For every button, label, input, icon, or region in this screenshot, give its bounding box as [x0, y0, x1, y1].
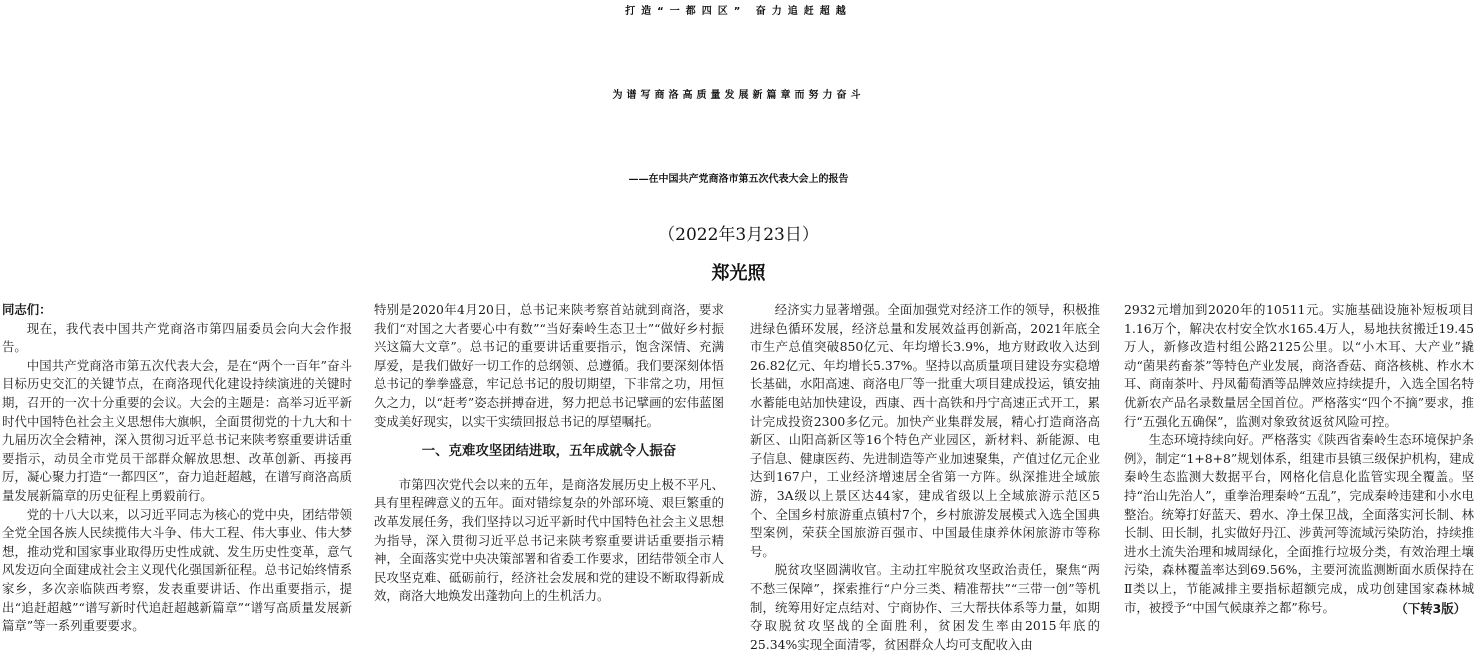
article-column-2	[374, 301, 724, 633]
paragraph: 中国共产党商洛市第五次代表大会，是在“两个一百年”奋斗目标历史交汇的关键节点，在商洛现代化建设持续演进的关键时期，召开的一次十分重要的会议。大会的主题是：高举习近平新时代中国特色社会主义思想伟大旗帜，全面贯彻党的十九大和十九届历次全会精神，深入贯彻习近平总书记来陕考察重要讲话重要指示，动员全市党员干部群众解放思想、改革创新、再接再厉，凝心聚力打造“一都四区”，奋力追赶超越，在谱写商洛高质量发展新篇章的历史征程上勇毅前行。	[2, 357, 352, 503]
paragraph: 现在，我代表中国共产党商洛市第四届委员会向大会作报告。	[2, 320, 352, 355]
article-column-4	[1124, 301, 1474, 633]
continued-note: （下转3版）	[1391, 600, 1466, 619]
subtitle: ——在中国共产党商洛市第五次代表大会上的报告	[628, 174, 849, 185]
paragraph: 2932元增加到2020年的10511元。实施基础设施补短板项目1.16万个，解决农村安全饮水165.4万人，易地扶贫搬迁19.45万人，新修改造村组公路2125公里。以“小木耳、大产业”撬动“菌果药畜茶”等特色产业发展，商洛香菇、商洛核桃、柞水木耳、商南茶叶、丹凤葡萄酒等品牌效应持续提升，入选全国名特优新农产品名录数量居全国首位。严格落实“四个不摘”要求，推行“五强化五确保”，监测对象致贫返贫风险可控。	[1124, 302, 1474, 429]
paragraph: 市第四次党代会以来的五年，是商洛发展历史上极不平凡、具有里程碑意义的五年。面对错综复杂的外部环境、艰巨繁重的改革发展任务，我们坚持以习近平新时代中国特色社会主义思想为指导，深入贯彻习近平总书记来陕考察重要讲话重要指示精神，全面落实党中央决策部署和省委工作要求，团结带领全市人民攻坚克难、砥砺前行，经济社会发展和党的建设不断取得新成效，商洛大地焕发出蓬勃向上的生机活力。	[374, 476, 724, 604]
headline-line-2: 为谱写商洛高质量发展新篇章而努力奋斗	[612, 90, 865, 101]
paragraph: 特别是2020年4月20日，总书记来陕考察首站就到商洛，要求我们“对国之大者要心中有数”“当好秦岭生态卫士”“做好乡村振兴这篇大文章”。总书记的重要讲话重要指示，饱含深情、充满厚爱，是我们做好一切工作的总纲领、总遵循。我们要深刻体悟总书记的拳拳盛意，牢记总书记的殷切期望，下非常之功，用恒久之力，以“赶考”姿态拼搏奋进，努力把总书记擘画的宏伟蓝图变成美好现实，以实干实绩回报总书记的厚望嘱托。	[374, 302, 724, 429]
section-heading: 一、克难攻坚团结进取，五年成就令人振奋	[421, 444, 677, 460]
paragraph: 脱贫攻坚圆满收官。主动扛牢脱贫攻坚政治责任，聚焦“两不愁三保障”，探索推行“户分三类、精准帮扶”“三带一创”等机制，统筹用好定点结对、宁商协作、三大帮扶体系等力量，如期夺取脱贫攻坚战的全面胜利，贫困发生率由2015年底的25.34%实现全面清零，贫困群众人均可支配收入由	[750, 562, 1100, 652]
article-column-1	[2, 301, 352, 633]
paragraph: 经济实力显著增强。全面加强党对经济工作的领导，积极推进绿色循环发展，经济总量和发展效益再创新高，2021年底全市生产总值突破850亿元、年均增长3.9%，地方财政收入达到26.82亿元、年均增长5.37%。坚持以高质量项目建设夯实稳增长基础，水阳高速、商洛电厂等一批重大项目建成投运，镇安抽水蓄能电站加快建设，西康、西十高铁和丹宁高速正式开工，累计完成投资2300多亿元。加快产业集群发展，精心打造商洛高新区、山阳高新区等16个特色产业园区，新材料、新能源、电子信息、健康医药、先进制造等产业加速聚集，产值过亿元企业达到167户，工业经济增速居全省第一方阵。纵深推进全域旅游，3A级以上景区达44家，建成省级以上全域旅游示范区5个、全国乡村旅游重点镇村7个，乡村旅游发展模式入选全国典型案例，荣获全国旅游百强市、中国最佳康养休闲旅游市等称号。	[750, 302, 1100, 559]
headline-line-1: 打造“一都四区” 奋力追赶超越	[625, 6, 852, 17]
author-byline: 郑光照	[711, 263, 766, 284]
salutation: 同志们：	[2, 302, 52, 317]
article-column-3	[750, 301, 1100, 652]
report-date: （2022年3月23日）	[658, 225, 819, 245]
paragraph: 生态环境持续向好。严格落实《陕西省秦岭生态环境保护条例》，制定“1+8+8”规划体系，组建市县镇三级保护机构，建成秦岭生态监测大数据平台，网格化信息化监管实现全覆盖。坚持“治山先治人”，重拳治理秦岭“五乱”，完成秦岭违建和小水电整治。统筹打好蓝天、碧水、净土保卫战，全面落实河长制、林长制、田长制，扎实做好丹江、涉黄河等流域污染防治，持续推进水土流失治理和城周绿化，全面推行垃圾分类，有效治理土壤污染，森林覆盖率达到69.56%，主要河流监测断面水质保持在Ⅱ类以上，节能减排主要指标超额完成，成功创建国家森林城市，被授予“中国气候康养之都”称号。	[1124, 432, 1474, 615]
paragraph: 党的十八大以来，以习近平同志为核心的党中央，团结带领全党全国各族人民续揽伟大斗争、伟大工程、伟大事业、伟大梦想，推动党和国家事业取得历史性成就、发生历史性变革，意气风发迈向全面建成社会主义现代化强国新征程。总书记始终情系家乡，多次亲临陕西考察，发表重要讲话、作出重要指示，提出“追赶超越”“谱写新时代追赶超越新篇章”“谱写高质量发展新篇章”等一系列重要要求。	[2, 506, 352, 634]
